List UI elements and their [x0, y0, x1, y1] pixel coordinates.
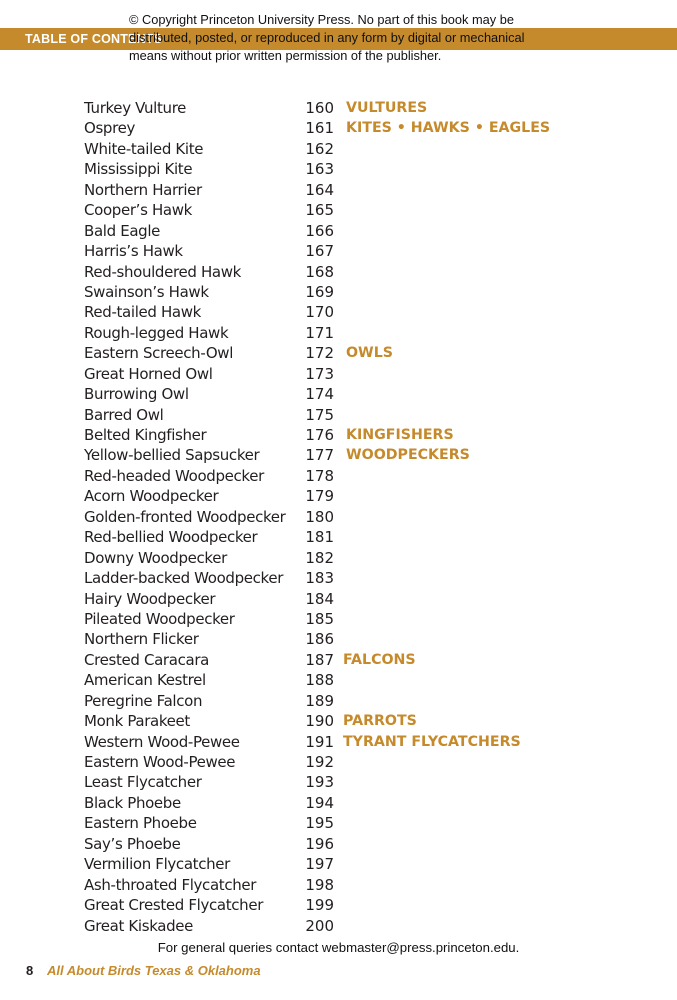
toc-entry-page: 161: [305, 119, 334, 138]
toc-entry-title: Barred Owl: [84, 405, 164, 424]
toc-entry-title: Pileated Woodpecker: [84, 609, 235, 628]
toc-entry-page: 164: [305, 180, 334, 199]
toc-entry-page: 171: [305, 323, 334, 342]
toc-entry: [84, 916, 624, 936]
toc-entry: [84, 282, 624, 302]
toc-entry-title: Ash-throated Flycatcher: [84, 875, 257, 894]
page-number: 8: [26, 963, 34, 978]
toc-entry: [84, 834, 624, 854]
toc-section-heading: VULTURES: [346, 100, 428, 116]
contact-note: For general queries contact webmaster@press.princeton.edu.: [157, 940, 520, 955]
toc-entry: [84, 98, 624, 118]
toc-entry: [84, 200, 624, 220]
toc-entry: [84, 486, 624, 506]
toc-entry-page: 197: [305, 855, 334, 874]
toc-entry-page: 192: [305, 753, 334, 771]
toc-entry-title: Vermilion Flycatcher: [84, 855, 230, 874]
toc-entry-page: 177: [305, 446, 334, 465]
toc-entry-page: 180: [305, 507, 334, 526]
toc-entry-page: 179: [305, 487, 334, 506]
toc-entry-title: Belted Kingfisher: [84, 426, 207, 444]
toc-entry-page: 199: [305, 896, 334, 915]
toc-entry-page: 196: [305, 834, 334, 853]
toc-entry-title: Crested Caracara: [84, 650, 209, 669]
toc-entry-page: 167: [305, 242, 334, 261]
toc-entry-title: Golden-fronted Woodpecker: [84, 507, 286, 526]
toc-entry: [84, 752, 624, 772]
toc-entry-title: Red-tailed Hawk: [84, 303, 202, 322]
toc-entry-page: 168: [305, 262, 334, 281]
toc-entry: [84, 118, 624, 138]
toc-section-heading: WOODPECKERS: [346, 447, 470, 464]
toc-entry-title: Osprey: [84, 119, 135, 138]
toc-entry-title: Great Crested Flycatcher: [84, 896, 264, 915]
toc-entry-title: Eastern Wood-Pewee: [84, 753, 236, 771]
toc-entry: [84, 445, 624, 465]
toc-entry: [84, 711, 624, 731]
toc-entry-page: 163: [305, 160, 334, 179]
toc-entry: [84, 405, 624, 425]
toc-entry-title: Northern Flicker: [84, 630, 199, 649]
toc-entry-page: 178: [305, 466, 334, 485]
toc-entry-page: 175: [305, 405, 334, 424]
toc-entry-title: Northern Harrier: [84, 180, 202, 199]
toc-entry-page: 174: [305, 385, 334, 404]
toc-entry-title: Great Kiskadee: [84, 916, 194, 935]
table-of-contents: [84, 98, 624, 936]
toc-entry: [84, 180, 624, 200]
toc-entry: [84, 425, 624, 445]
toc-entry: [84, 568, 624, 588]
toc-entry: [84, 527, 624, 547]
toc-section-heading: TYRANT FLYCATCHERS: [343, 733, 521, 750]
toc-entry: [84, 241, 624, 261]
toc-entry-title: Harris’s Hawk: [84, 242, 183, 261]
toc-entry-page: 190: [305, 712, 334, 731]
toc-section-heading: KITES • HAWKS • EAGLES: [346, 120, 551, 137]
toc-entry-title: Western Wood-Pewee: [84, 732, 240, 751]
toc-entry-page: 162: [305, 139, 334, 158]
toc-entry-title: Swainson’s Hawk: [84, 282, 209, 301]
toc-entry: [84, 629, 624, 649]
toc-entry-page: 170: [305, 303, 334, 322]
toc-entry: [84, 691, 624, 711]
toc-entry-page: 183: [305, 569, 334, 588]
toc-entry-title: Great Horned Owl: [84, 364, 213, 383]
toc-entry-title: Acorn Woodpecker: [84, 487, 219, 506]
toc-entry-title: Rough-legged Hawk: [84, 323, 229, 342]
toc-entry: [84, 139, 624, 159]
toc-entry: [84, 854, 624, 874]
toc-entry: [84, 343, 624, 363]
toc-entry: [84, 159, 624, 179]
toc-entry: [84, 793, 624, 813]
toc-entry-title: Hairy Woodpecker: [84, 589, 216, 608]
toc-section-heading: OWLS: [346, 345, 393, 362]
toc-entry: [84, 364, 624, 384]
toc-entry-title: Black Phoebe: [84, 793, 181, 812]
toc-entry-title: Ladder-backed Woodpecker: [84, 569, 284, 588]
toc-entry-page: 194: [305, 793, 334, 812]
toc-entry-title: Red-headed Woodpecker: [84, 466, 264, 485]
toc-entry-page: 181: [305, 528, 334, 547]
toc-section-heading: FALCONS: [343, 651, 416, 668]
toc-entry: [84, 221, 624, 241]
toc-entry-page: 193: [305, 773, 334, 792]
toc-entry: [84, 772, 624, 792]
running-title: All About Birds Texas & Oklahoma: [47, 963, 261, 978]
toc-section-heading: PARROTS: [343, 713, 417, 730]
toc-entry: [84, 548, 624, 568]
toc-entry-title: Red-shouldered Hawk: [84, 262, 241, 281]
toc-entry-page: 188: [305, 671, 334, 690]
toc-entry: [84, 589, 624, 609]
toc-entry-page: 187: [305, 650, 334, 669]
toc-entry: [84, 875, 624, 895]
toc-entry-page: 169: [305, 282, 334, 301]
toc-entry-title: Downy Woodpecker: [84, 548, 227, 567]
toc-entry-title: Turkey Vulture: [84, 99, 187, 117]
toc-entry-title: Burrowing Owl: [84, 385, 189, 404]
toc-entry-page: 173: [305, 364, 334, 383]
toc-entry-title: Eastern Phoebe: [84, 814, 197, 833]
toc-entry-title: Bald Eagle: [84, 221, 161, 240]
toc-entry-page: 176: [305, 426, 334, 444]
toc-entry: [84, 895, 624, 915]
toc-entry: [84, 813, 624, 833]
toc-entry-page: 198: [305, 875, 334, 894]
toc-entry-title: Eastern Screech-Owl: [84, 344, 234, 363]
toc-entry: [84, 323, 624, 343]
toc-entry: [84, 670, 624, 690]
toc-entry-page: 166: [305, 221, 334, 240]
section-label: TABLE OF CONTENTS: [25, 32, 163, 46]
toc-entry-title: American Kestrel: [84, 671, 206, 690]
toc-entry-page: 172: [305, 344, 334, 363]
toc-entry-title: Monk Parakeet: [84, 712, 190, 731]
toc-entry-title: Red-bellied Woodpecker: [84, 528, 258, 547]
toc-entry-page: 200: [305, 916, 334, 935]
toc-entry: [84, 384, 624, 404]
toc-entry-page: 186: [305, 630, 334, 649]
toc-entry-title: Yellow-bellied Sapsucker: [84, 446, 260, 465]
toc-entry-title: Least Flycatcher: [84, 773, 202, 792]
toc-entry-page: 165: [305, 201, 334, 220]
toc-entry: [84, 507, 624, 527]
toc-entry-page: 184: [305, 589, 334, 608]
toc-entry-page: 195: [305, 814, 334, 833]
toc-entry-page: 182: [305, 548, 334, 567]
toc-entry-title: Cooper’s Hawk: [84, 201, 192, 220]
copyright-notice: © Copyright Princeton University Press. No part of this book may be distributed, posted, or reproduced in any form by digital or mechanical means without prior written permission of the publisher.: [129, 12, 525, 63]
toc-entry: [84, 466, 624, 486]
toc-section-heading: KINGFISHERS: [346, 427, 454, 443]
toc-entry: [84, 732, 624, 752]
toc-entry: [84, 609, 624, 629]
toc-entry-page: 185: [305, 609, 334, 628]
toc-entry: [84, 650, 624, 670]
toc-entry-title: Peregrine Falcon: [84, 691, 203, 710]
toc-entry-page: 160: [305, 99, 334, 117]
toc-entry-page: 191: [305, 732, 334, 751]
toc-entry-title: Say’s Phoebe: [84, 834, 181, 853]
toc-entry-title: Mississippi Kite: [84, 160, 193, 179]
toc-entry: [84, 302, 624, 322]
toc-entry-page: 189: [305, 691, 334, 710]
toc-entry: [84, 262, 624, 282]
toc-entry-title: White-tailed Kite: [84, 139, 204, 158]
